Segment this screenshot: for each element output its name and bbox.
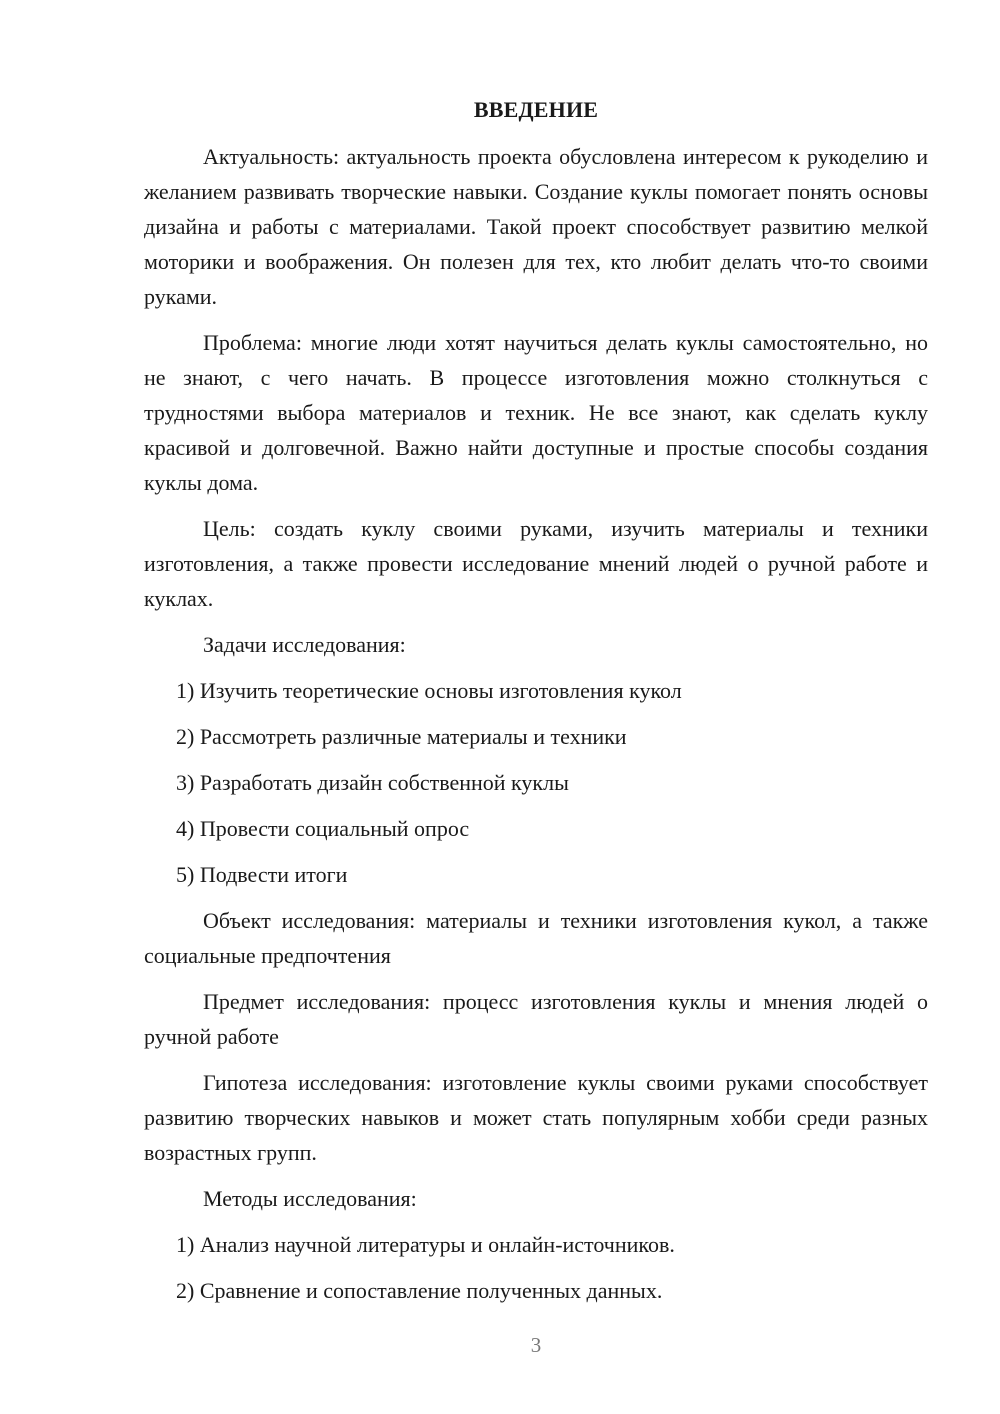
object-paragraph: Объект исследования: материалы и техники изготовления кукол, а также социальные предпочтения — [144, 908, 928, 968]
subject-paragraph: Предмет исследования: процесс изготовления куклы и мнения людей о ручной работе — [144, 989, 928, 1049]
tasks-label: Задачи исследования: — [203, 632, 406, 657]
problem-paragraph: Проблема: многие люди хотят научиться делать куклы самостоятельно, но не знают, с чего начать. В процессе изготовления можно столкнуться с трудностями выбора материалов и техник. Не все знают, как сделать куклу красивой и долговечной. Важно найти доступные и простые способы создания куклы дома. — [144, 330, 928, 495]
page-number: 3 — [530, 1333, 542, 1357]
method-item: 1) Анализ научной литературы и онлайн-источников. — [176, 1232, 675, 1257]
hypothesis-paragraph: Гипотеза исследования: изготовление куклы своими руками способствует развитию творческих навыков и может стать популярным хобби среди разных возрастных групп. — [144, 1070, 928, 1165]
goal-paragraph: Цель: создать куклу своими руками, изучить материалы и техники изготовления, а также провести исследование мнений людей о ручной работе и куклах. — [144, 516, 928, 611]
relevance-paragraph: Актуальность: актуальность проекта обусловлена интересом к рукоделию и желанием развивать творческие навыки. Создание куклы помогает понять основы дизайна и работы с материалами. Такой проект способствует развитию мелкой моторики и воображения. Он полезен для тех, кто любит делать что-то своими руками. — [144, 144, 928, 309]
section-title: ВВЕДЕНИЕ — [473, 97, 599, 122]
task-item: 5) Подвести итоги — [176, 862, 348, 887]
task-item: 1) Изучить теоретические основы изготовления кукол — [176, 678, 682, 703]
task-item: 3) Разработать дизайн собственной куклы — [176, 770, 569, 795]
task-item: 2) Рассмотреть различные материалы и техники — [176, 724, 627, 749]
task-item: 4) Провести социальный опрос — [176, 816, 470, 841]
method-item: 2) Сравнение и сопоставление полученных данных. — [176, 1278, 663, 1303]
document-page — [144, 95, 928, 1319]
methods-label: Методы исследования: — [203, 1186, 417, 1211]
